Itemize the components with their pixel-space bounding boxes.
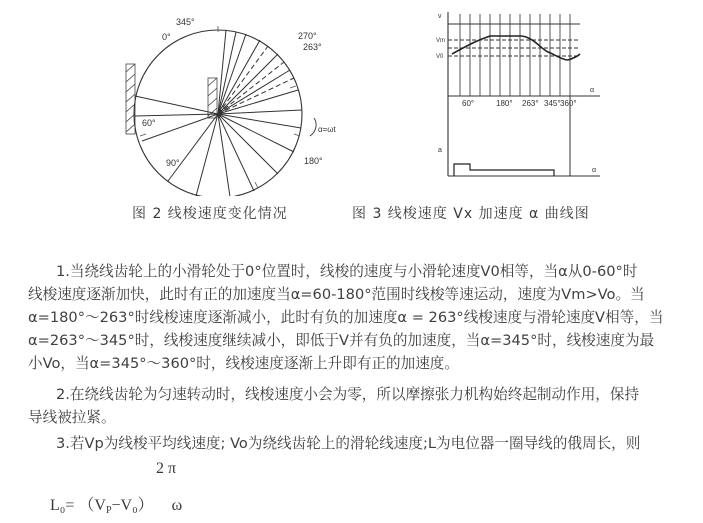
paragraph-1-line-3: α=180°～263°时线梭速度逐渐减小，此时有负的加速度α = 263°线梭速度与滑轮速度V相等，当: [28, 309, 664, 326]
formula-lhs: L₀= （V: [50, 497, 106, 514]
tick-60: 60°: [462, 99, 475, 108]
paragraph-3: [28, 432, 693, 455]
paragraph-2-line-1: 2.在绕线齿轮为匀速转动时，线梭速度小会为零，所以摩擦张力机构始终起制动作用，保持: [56, 386, 640, 403]
y-label-v: v: [438, 13, 442, 20]
paragraph-1-line-1: 1.当绕线齿轮上的小滑轮处于0°位置时，线梭的速度与小滑轮速度V0相等，当α从0-60°时: [56, 263, 638, 280]
paragraph-2-line-2: 导线被拉紧。: [28, 409, 116, 426]
y-label-a: a: [438, 147, 442, 154]
figure-3-velocity-acceleration-graph: [430, 4, 620, 194]
angle-label-270: 270°: [298, 31, 317, 41]
tick-360: 360°: [560, 99, 577, 108]
acceleration-curve: [454, 164, 554, 176]
angle-label-alpha: α=ωt: [318, 125, 336, 134]
angle-label-60: 60°: [142, 118, 156, 128]
axis-label-alpha-bottom: α: [592, 167, 597, 174]
paragraph-1-line-2: 线梭速度逐渐加快，此时有正的加速度当α=60-180°范围时线梭等速运动，速度为Vm>Vo。当: [28, 286, 645, 303]
paragraph-1-line-5: 小Vo，当α=345°～360°时，线梭速度逐渐上升即有正的加速度。: [28, 355, 459, 372]
paragraph-1-line-4: α=263°～345°时，线梭速度继续减小，即低于V并有负的加速度，当α=345°时，线梭速度为最: [28, 332, 655, 349]
tick-180: 180°: [496, 99, 513, 108]
paragraph-2: [28, 383, 693, 429]
figure-2-caption: 图 2 线梭速度变化情况: [132, 206, 288, 222]
formula-omega: ω: [171, 497, 183, 514]
formula-mid: −V₀）: [111, 497, 154, 514]
figure-3-caption: 图 3 线梭速度 Vx 加速度 α 曲线图: [352, 206, 590, 222]
angle-label-180: 180°: [304, 156, 323, 166]
angle-label-263: 263°: [303, 42, 322, 52]
angle-label-90: 90°: [166, 158, 180, 168]
paragraph-3-line-1: 3.若Vp为线梭平均线速度; Vo为绕线齿轮上的滑轮线速度;L为电位器一圈导线的俄周长，则: [56, 435, 641, 452]
tick-345: 345°: [544, 99, 561, 108]
figure-2-wheel-diagram: [118, 6, 338, 196]
formula-subscript-p: P: [105, 505, 112, 516]
hatched-block-left: [126, 64, 135, 134]
tick-263: 263°: [522, 99, 539, 108]
angle-label-345: 345°: [176, 17, 195, 27]
paragraph-1: [28, 260, 693, 375]
formula-line: [50, 492, 182, 516]
formula-numerator: 2 π: [156, 460, 177, 477]
axis-label-alpha: α: [590, 87, 595, 94]
y-label-v0: V0: [436, 54, 444, 60]
angle-label-0: 0°: [162, 32, 171, 42]
y-label-vm: Vm: [436, 38, 445, 44]
